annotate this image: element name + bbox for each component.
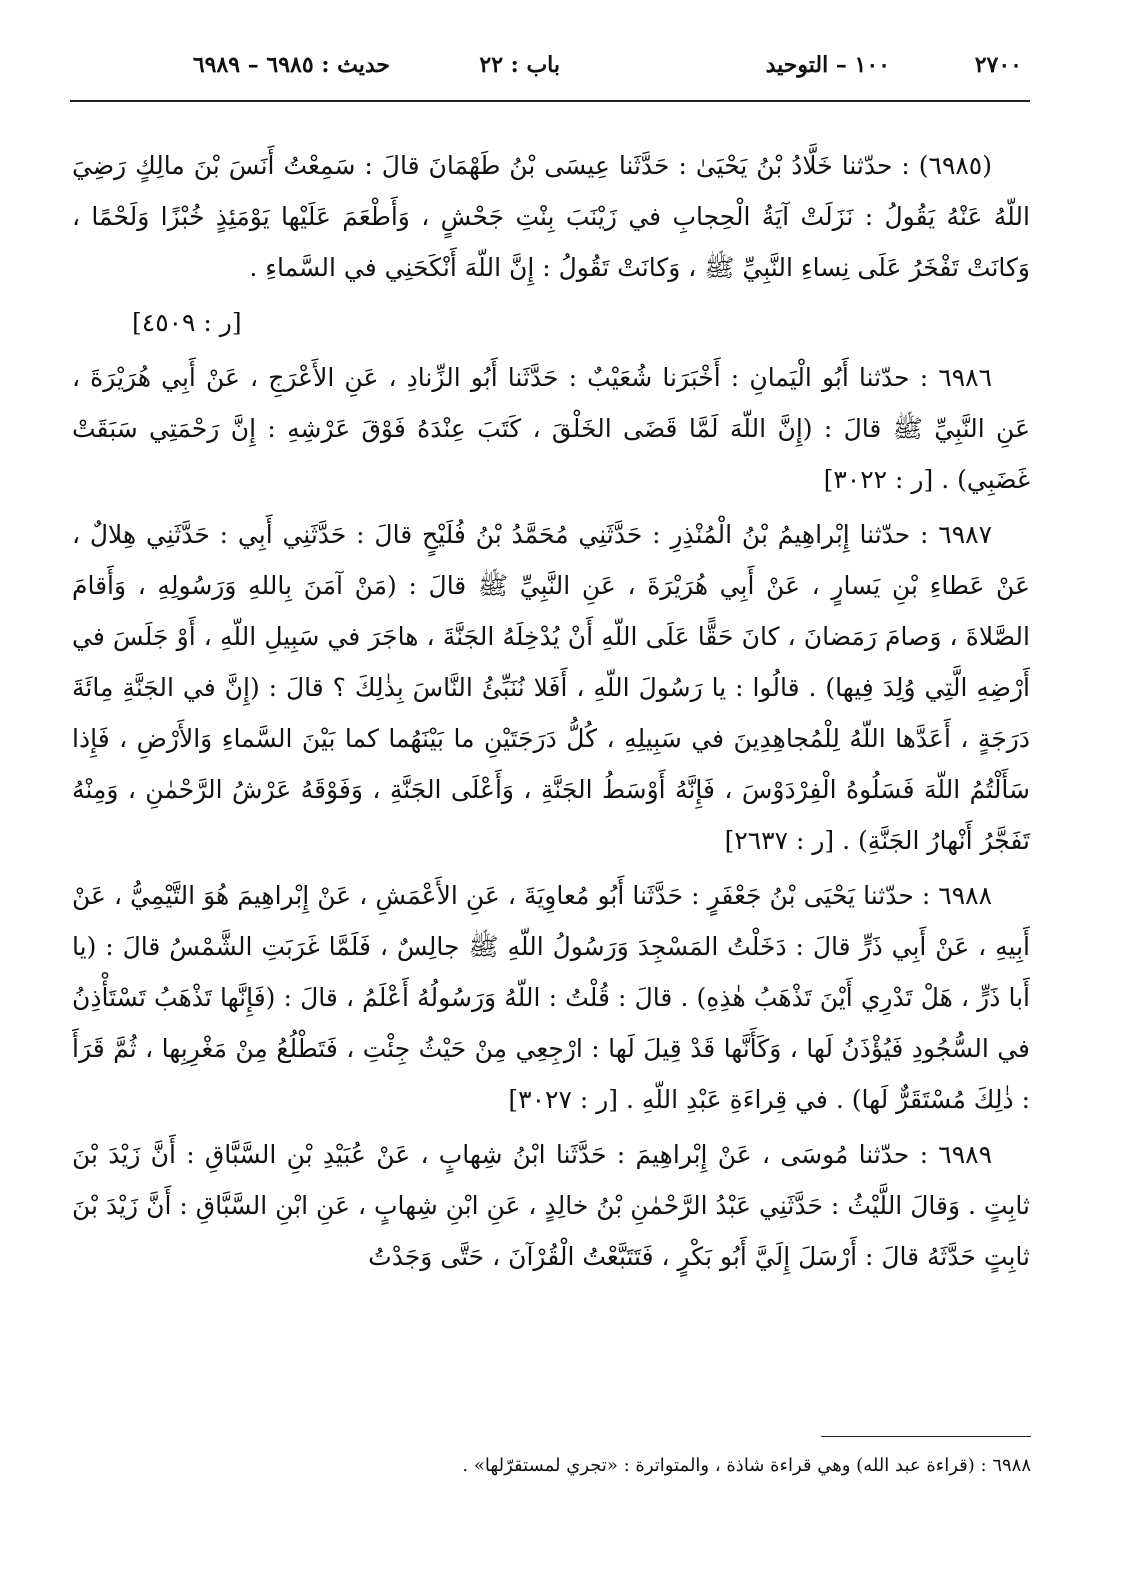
cross-reference: [ر : ٢٦٣٧] [724, 826, 835, 855]
main-text [72, 140, 1030, 1286]
hadith-text: ٦٩٨٩ : حدّثنا مُوسَى ، عَنْ إِبْراهِيمَ : حَدَّثَنا ابْنُ شِهابٍ ، عَنْ عُبَيْدِ بْنِ السَّبَّاقِ : أَنَّ زَيْدَ بْنَ ثابِتٍ . وَقالَ اللَّيْثُ : حَدَّثَنِي عَبْدُ الرَّحْمٰنِ بْنُ خالِدٍ ، عَنِ ابْنِ شِهابٍ ، عَنِ ابْنِ السَّبَّاقِ : أَنَّ زَيْدَ بْنَ ثابِتٍ حَدَّثَهُ قالَ : أَرْسَلَ إِلَيَّ أَبُو بَكْرٍ ، فَتَتَبَّعْتُ الْقُرْآنَ ، حَتَّى وَجَدْتُ [72, 1140, 1030, 1271]
hadith-6988 [72, 870, 1030, 1125]
hadith-range: حديث : ٦٩٨٥ – ٦٩٨٩ [192, 52, 390, 78]
hadith-text: ٦٩٨٨ : حدّثنا يَحْيَى بْنُ جَعْفَرٍ : حَدَّثَنا أَبُو مُعاوِيَةَ ، عَنِ الأَعْمَشِ ، عَنْ إِبْراهِيمَ هُوَ التَّيْمِيُّ ، عَنْ أَبِيهِ ، عَنْ أَبِي ذَرٍّ قالَ : دَخَلْتُ المَسْجِدَ وَرَسُولُ اللّهِ ﷺ جالِسٌ ، فَلَمَّا غَرَبَتِ الشَّمْسُ قالَ : (يا أَبا ذَرٍّ ، هَلْ تَدْرِي أَيْنَ تَذْهَبُ هٰذِهِ) . قالَ : قُلْتُ : اللّهُ وَرَسُولُهُ أَعْلَمُ ، قالَ : (فَإِنَّها تَذْهَبُ تَسْتَأْذِنُ في السُّجُودِ فَيُؤْذَنُ لَها ، وَكَأَنَّها قَدْ قِيلَ لَها : ارْجِعِي مِنْ حَيْثُ جِئْتِ ، فَتَطْلُعُ مِنْ مَغْرِبِها ، ثُمَّ قَرَأَ : ذٰلِكَ مُسْتَقَرٌّ لَها) . في قِراءَةِ عَبْدِ اللّهِ . [72, 881, 1030, 1114]
hadith-6987 [72, 509, 1030, 866]
book-title: ١٠٠ – التوحيد [765, 52, 890, 78]
hadith-6985-reference-line [72, 297, 1030, 348]
hadith-text: ٦٩٨٦ : حدّثنا أَبُو الْيَمانِ : أَخْبَرَنا شُعَيْبٌ : حَدَّثَنا أَبُو الزِّنادِ ، عَنِ الأَعْرَجِ ، عَنْ أَبِي هُرَيْرَةَ ، عَنِ النَّبِيِّ ﷺ قالَ : (إِنَّ اللّهَ لَمَّا قَضَى الخَلْقَ ، كَتَبَ عِنْدَهُ فَوْقَ عَرْشِهِ : إِنَّ رَحْمَتِي سَبَقَتْ غَضَبِي) . [72, 363, 1030, 494]
hadith-6989 [72, 1129, 1030, 1282]
chapter-label: باب : ٢٢ [479, 52, 560, 78]
running-header [70, 52, 1030, 92]
header-rule [70, 100, 1030, 102]
footnote-rule [821, 1436, 1031, 1437]
page-number: ٢٧٠٠ [974, 52, 1022, 78]
cross-reference: [ر : ٣٠٢٢] [823, 465, 934, 494]
cross-reference: [ر : ٣٠٢٧] [508, 1085, 619, 1114]
hadith-6985 [72, 140, 1030, 293]
hadith-text: (٦٩٨٥) : حدّثنا خَلَّادُ بْنُ يَحْيَىٰ : حَدَّثَنا عِيسَى بْنُ طَهْمَانَ قالَ : سَمِعْتُ أَنَسَ بْنَ مالِكٍ رَضِيَ اللّهُ عَنْهُ يَقُولُ : نَزَلَتْ آيَةُ الْحِجابِ في زَيْنَبَ بِنْتِ جَحْشٍ ، وَأَطْعَمَ عَلَيْها يَوْمَئِذٍ خُبْزًا وَلَحْمًا ، وَكانَتْ تَفْخَرُ عَلَى نِساءِ النَّبِيِّ ﷺ ، وَكانَتْ تَقُولُ : إِنَّ اللّهَ أَنْكَحَنِي في السَّماءِ . [72, 151, 1030, 282]
cross-reference: [ر : ٤٥٠٩] [132, 308, 242, 337]
hadith-6986 [72, 352, 1030, 505]
footnote: ٦٩٨٨ : (قراءة عبد الله) وهي قراءة شاذة ، والمتواترة : «تجري لمستقرّلها» . [462, 1455, 1031, 1476]
hadith-text: ٦٩٨٧ : حدّثنا إِبْراهِيمُ بْنُ الْمُنْذِرِ : حَدَّثَنِي مُحَمَّدُ بْنُ فُلَيْحٍ قالَ : حَدَّثَنِي أَبِي : حَدَّثَنِي هِلالٌ ، عَنْ عَطاءِ بْنِ يَسارٍ ، عَنْ أَبِي هُرَيْرَةَ ، عَنِ النَّبِيِّ ﷺ قالَ : (مَنْ آمَنَ بِاللهِ وَرَسُولِهِ ، وَأَقامَ الصَّلاةَ ، وَصامَ رَمَضانَ ، كانَ حَقًّا عَلَى اللّهِ أَنْ يُدْخِلَهُ الجَنَّةَ ، هاجَرَ في سَبِيلِ اللّهِ ، أَوْ جَلَسَ في أَرْضِهِ الَّتِي وُلِدَ فِيها) . قالُوا : يا رَسُولَ اللّهِ ، أَفَلا نُنَبِّئُ النَّاسَ بِذٰلِكَ ؟ قالَ : (إِنَّ في الجَنَّةِ مِائَةَ دَرَجَةٍ ، أَعَدَّها اللّهُ لِلْمُجاهِدِينَ في سَبِيلِهِ ، كُلُّ دَرَجَتَيْنِ ما بَيْنَهُما كما بَيْنَ السَّماءِ وَالأَرْضِ ، فَإِذا سَأَلْتُمُ اللّهَ فَسَلُوهُ الْفِرْدَوْسَ ، فَإِنَّهُ أَوْسَطُ الجَنَّةِ ، وَأَعْلَى الجَنَّةِ ، وَفَوْقَهُ عَرْشُ الرَّحْمٰنِ ، وَمِنْهُ تَفَجَّرُ أَنْهارُ الجَنَّةِ) . [72, 520, 1030, 855]
